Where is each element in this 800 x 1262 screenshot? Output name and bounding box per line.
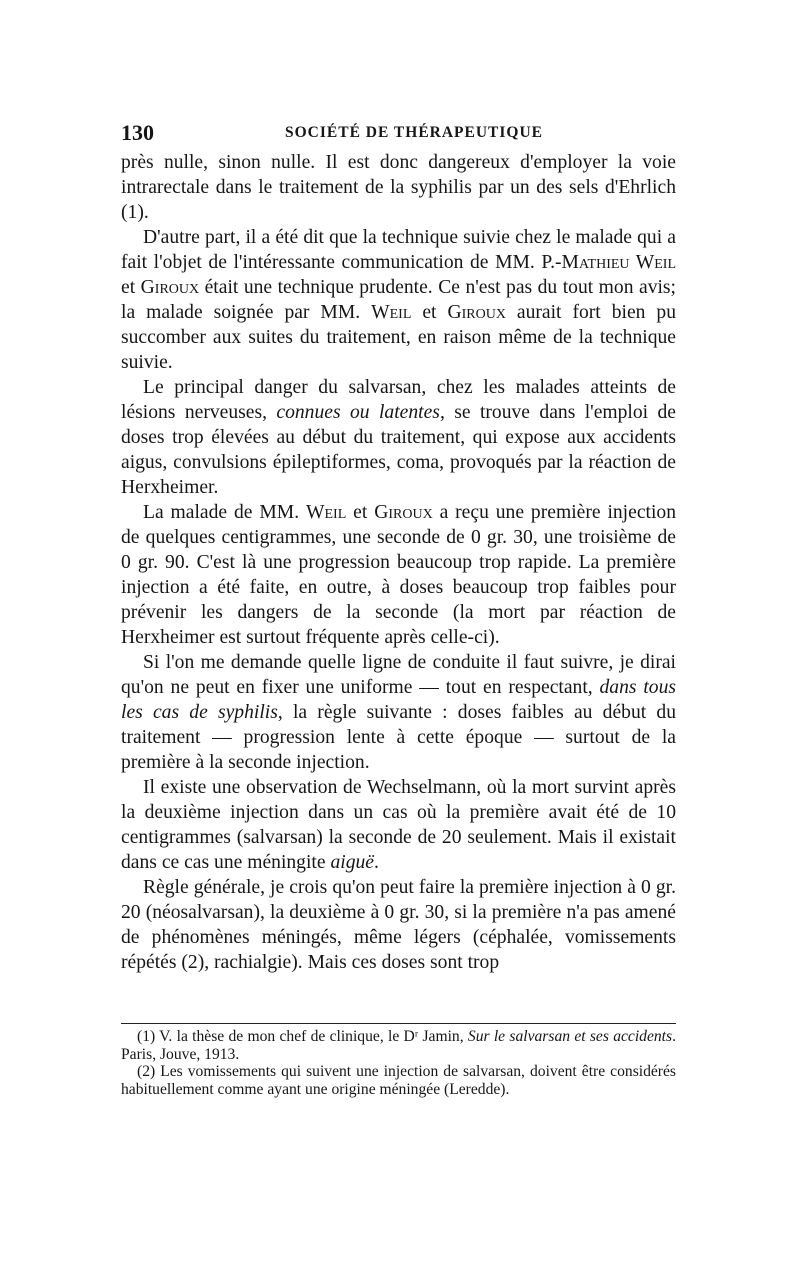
- footnote: (2) Les vomissements qui suivent une injection de salvarsan, doivent être considérés habituellement comme ayant une origine méningée (Leredde).: [121, 1063, 676, 1098]
- footnote-separator: [121, 1023, 676, 1024]
- page-header: [121, 120, 676, 146]
- emphasis: aiguë: [330, 852, 374, 873]
- footnotes: [121, 1028, 676, 1098]
- page-number: 130: [121, 120, 154, 145]
- paragraph: La malade de MM. Weil et Giroux a reçu une première injection de quelques centigrammes, une seconde de 0 gr. 30, une troisième de 0 gr. 90. C'est là une progression beaucoup trop rapide. La première injection a été faite, en outre, à doses beaucoup trop faibles pour prévenir les dangers de la seconde (la mort par réaction de Herxheimer est surtout fréquente après celle-ci).: [121, 502, 676, 648]
- paragraph: Il existe une observation de Wechselmann, où la mort survint après la deuxième injection dans un cas où la première avait été de 10 centigrammes (salvarsan) la seconde de 20 seulement. Mais il existait dans ce cas une méningite aiguë.: [121, 777, 676, 873]
- author-name: Weil: [371, 302, 412, 323]
- paragraph: Si l'on me demande quelle ligne de conduite il faut suivre, je dirai qu'on ne peut en fixer une uniforme — tout en respectant, dans tous les cas de syphilis, la règle suivante : doses faibles au début du traitement — progression lente à cette époque — surtout de la première à la seconde injection.: [121, 652, 677, 773]
- paragraph: Règle générale, je crois qu'on peut faire la première injection à 0 gr. 20 (néosalvarsan), la deuxième à 0 gr. 30, si la première n'a pas amené de phénomènes méningés, même légers (céphalée, vomissements répétés (2), rachialgie). Mais ces doses sont trop: [121, 877, 676, 973]
- main-text: [121, 150, 676, 975]
- footnote: (1) V. la thèse de mon chef de clinique, le Dʳ Jamin, Sur le salvarsan et ses accidents. Paris, Jouve, 1913.: [121, 1028, 676, 1063]
- emphasis: dans tous les cas de syphilis: [121, 677, 677, 723]
- emphasis: connues ou latentes: [276, 402, 440, 423]
- running-title: SOCIÉTÉ DE THÉRAPEUTIQUE: [285, 124, 543, 141]
- paragraph: près nulle, sinon nulle. Il est donc dangereux d'employer la voie intrarectale dans le traitement de la syphilis par un des sels d'Ehrlich (1).: [121, 152, 676, 223]
- paragraph: Le principal danger du salvarsan, chez les malades atteints de lésions nerveuses, connues ou latentes, se trouve dans l'emploi de doses trop élevées au début du traitement, qui expose aux accidents aigus, convulsions épileptiformes, coma, provoqués par la réaction de Herxheimer.: [121, 377, 676, 498]
- paragraph: D'autre part, il a été dit que la technique suivie chez le malade qui a fait l'objet de l'intéressante communication de MM. P.-Mathieu Weil et Giroux était une technique prudente. Ce n'est pas du tout mon avis; la malade soignée par MM. Weil et Giroux aurait fort bien pu succomber aux suites du traitement, en raison même de la technique suivie.: [121, 227, 677, 373]
- author-name: Mathieu Weil: [561, 252, 676, 273]
- author-name: Giroux: [447, 302, 506, 323]
- author-name: Giroux: [374, 502, 433, 523]
- author-name: Giroux: [140, 277, 200, 298]
- emphasis: Sur le salvarsan et ses accidents: [467, 1028, 673, 1045]
- author-name: Weil: [306, 502, 347, 523]
